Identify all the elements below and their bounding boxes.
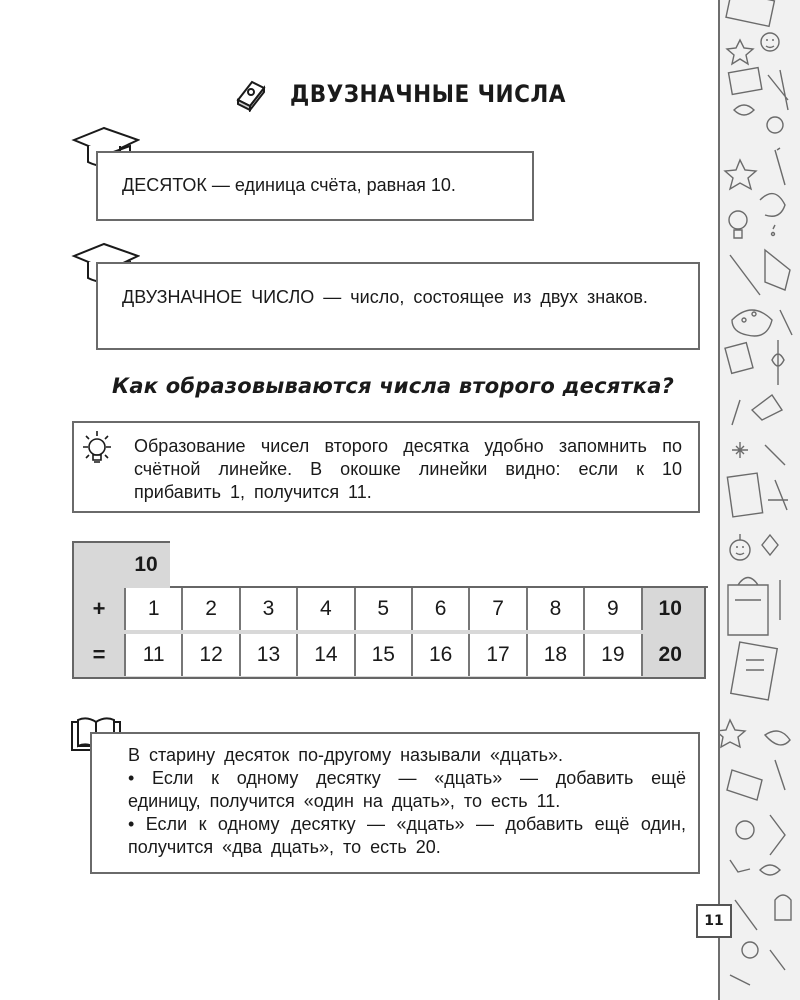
history-bullet-eleven: • Если к одному десятку — «дцать» — добавить ещё единицу, получится «один на дцать», то есть 11. [128,768,686,811]
definition-ten-box [96,151,534,221]
section-heading: Как образовываются числа второго десятка? [112,374,675,398]
ruler-sum-cell: 16 [411,634,468,676]
ruler-sum-cell: 19 [583,634,640,676]
ruler-addend-cell: 4 [296,588,353,630]
ruler-addend-cell: 1 [124,588,181,630]
definition-two-digit-text: ДВУЗНАЧНОЕ ЧИСЛО — число, состоящее из двух знаков. [122,287,648,307]
history-bullet-twenty: • Если к одному десятку — «дцать» — добавить ещё один, получится «два дцать», то есть 20. [128,814,686,857]
ruler-addend-cell: 10 [641,588,698,630]
hint-box [72,421,700,513]
history-intro: В старину десяток по-другому называли «дцать». [128,745,564,765]
definition-two-digit-box [96,262,700,350]
plus-sign: + [92,596,106,621]
ruler-window-value: 10 [134,552,158,576]
book-icon [232,76,268,112]
ruler-addend-cell: 2 [181,588,238,630]
doodle-sidebar [718,0,800,1000]
history-box [90,732,700,874]
ruler-sum-cell: 17 [468,634,525,676]
page-title: ДВУЗНАЧНЫЕ ЧИСЛА [290,80,566,108]
ruler-sum-cell: 18 [526,634,583,676]
ruler-sum-cell: 11 [124,634,181,676]
ruler-sum-cell: 20 [641,634,698,676]
ruler-addend-cell: 9 [583,588,640,630]
lightbulb-icon [78,429,116,469]
ruler-addend-row [74,586,704,632]
hint-text: Образование чисел второго десятка удобно запомнить по счётной линейке. В окошке линейки видно: если к 10 прибавить 1, получится 11. [134,436,682,502]
ruler-addend-cell: 8 [526,588,583,630]
ruler-addend-cell: 7 [468,588,525,630]
equals-sign: = [92,642,106,667]
page-number: 11 [696,904,732,938]
ruler-sum-cell: 12 [181,634,238,676]
ruler-sum-cell: 13 [239,634,296,676]
ruler-addend-cell: 6 [411,588,468,630]
ruler-sum-cell: 15 [354,634,411,676]
title-row [232,76,597,112]
ruler-top-blank [170,541,708,588]
ruler-addend-cell: 5 [354,588,411,630]
ruler-sum-cell: 14 [296,634,353,676]
definition-ten-text: ДЕСЯТОК — единица счёта, равная 10. [122,175,456,195]
counting-ruler [72,541,706,679]
ruler-addend-cell: 3 [239,588,296,630]
ruler-sum-row [74,632,704,678]
